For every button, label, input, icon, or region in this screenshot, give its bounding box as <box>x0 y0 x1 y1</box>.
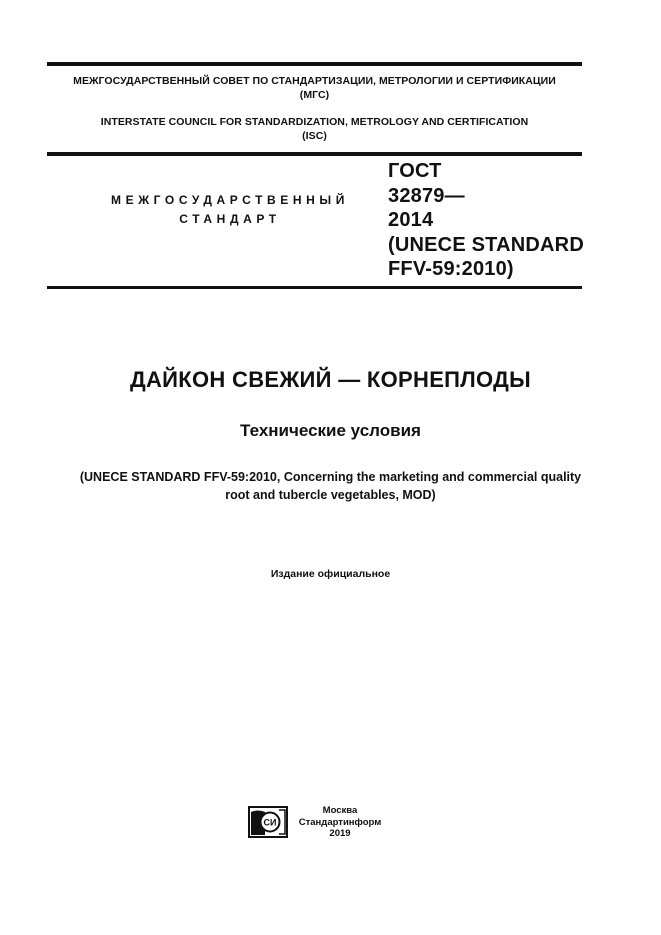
publisher-city: Москва <box>322 805 358 816</box>
council-ru-line: МЕЖГОСУДАРСТВЕННЫЙ СОВЕТ ПО СТАНДАРТИЗАЦИИ, МЕТРОЛОГИИ И СЕРТИФИКАЦИИ <box>73 75 556 87</box>
document-subtitle: Технические условия <box>240 421 421 440</box>
bottom-rule <box>47 286 582 289</box>
designation-line: FFV-59:2010) <box>388 258 514 280</box>
publisher-year: 2019 <box>329 828 351 839</box>
designation-line: ГОСТ <box>388 160 442 182</box>
council-en-line: INTERSTATE COUNCIL FOR STANDARDIZATION, METROLOGY AND CERTIFICATION <box>100 116 529 128</box>
council-ru-abbr: (МГС) <box>299 89 330 101</box>
council-en-abbr: (ISC) <box>302 130 327 142</box>
standard-label-line1: МЕЖГОСУДАРСТВЕННЫЙ <box>111 193 349 207</box>
publisher-block <box>292 805 388 840</box>
designation-line: (UNECE STANDARD <box>388 233 584 256</box>
council-en-name <box>47 115 582 143</box>
standartinform-logo-icon <box>248 806 288 838</box>
document-title: ДАЙКОН СВЕЖИЙ — КОРНЕПЛОДЫ <box>130 367 531 392</box>
council-ru-name <box>47 74 582 102</box>
logo-lettering: СИ <box>263 817 277 828</box>
unece-reference-line1: (UNECE STANDARD FFV-59:2010, Concerning the marketing and commercial quality <box>79 470 582 484</box>
edition-note: Издание официальное <box>270 568 391 580</box>
unece-reference <box>10 468 651 504</box>
designation-line: 2014 <box>388 209 434 231</box>
top-rule <box>47 62 582 66</box>
middle-rule <box>47 152 582 156</box>
standard-label-line2: СТАНДАРТ <box>179 212 281 226</box>
publisher-name: Стандартинформ <box>298 816 382 828</box>
designation-line: 32879— <box>388 184 465 207</box>
unece-reference-line2: root and tubercle vegetables, MOD) <box>225 488 436 502</box>
standard-designation <box>388 159 588 282</box>
standard-label <box>90 191 370 229</box>
